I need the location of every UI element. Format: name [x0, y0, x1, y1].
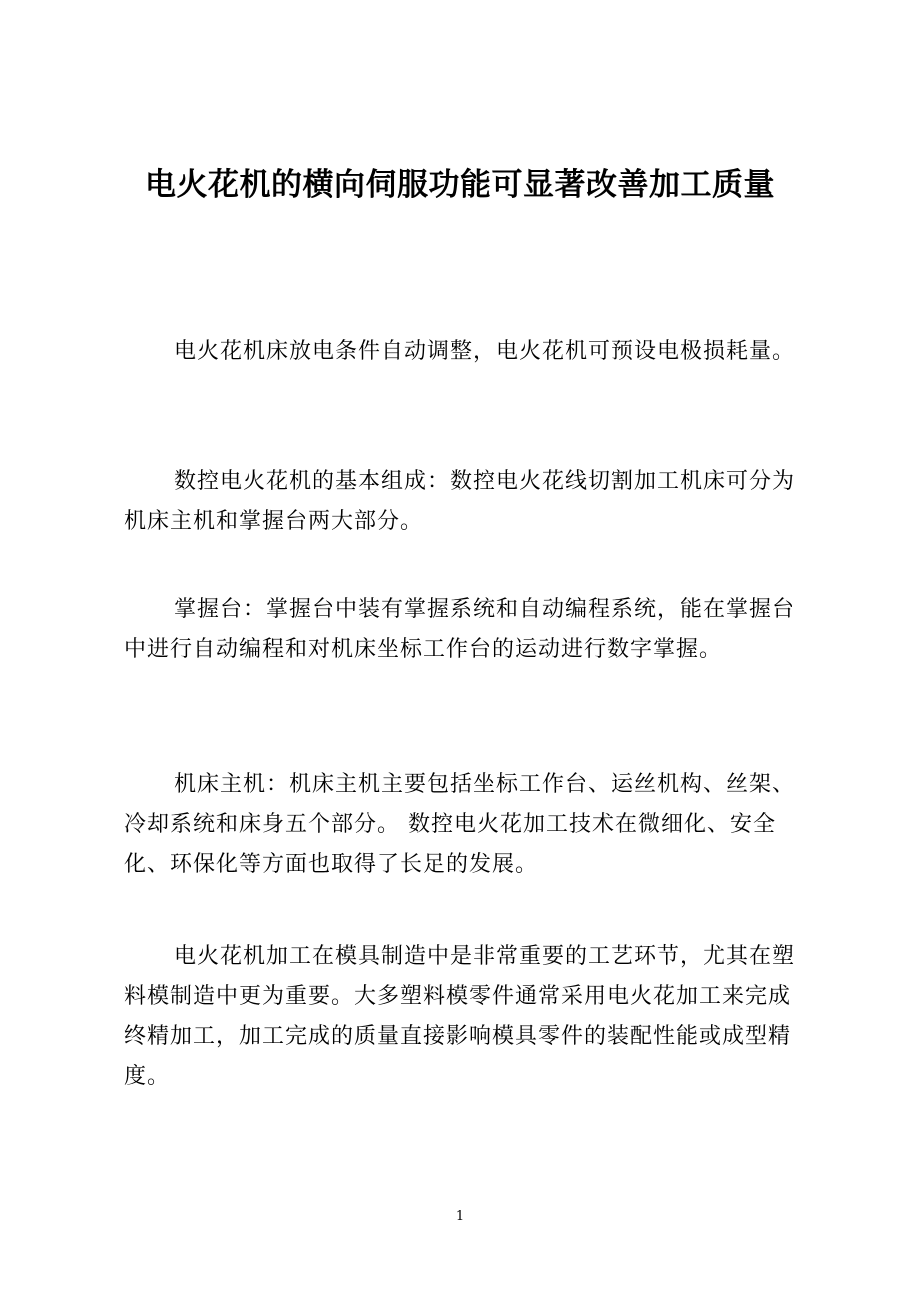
document-title: 电火花机的横向伺服功能可显著改善加工质量 — [145, 167, 775, 203]
paragraph-2: 数控电火花机的基本组成：数控电火花线切割加工机床可分为机床主机和掌握台两大部分。 — [124, 469, 796, 534]
paragraph-1: 电火花机床放电条件自动调整，电火花机可预设电极损耗量。 — [174, 339, 796, 364]
paragraph-4: 机床主机：机床主机主要包括坐标工作台、运丝机构、丝架、冷却系统和床身五个部分。 数控电火花加工技术在微细化、安全化、环保化等方面也取得了长足的发展。 — [124, 772, 796, 877]
page-number: 1 — [455, 1209, 465, 1224]
paragraph-3: 掌握台：掌握台中装有掌握系统和自动编程系统，能在掌握台中进行自动编程和对机床坐标工作台的运动进行数字掌握。 — [124, 597, 796, 662]
paragraph-5: 电火花机加工在模具制造中是非常重要的工艺环节，尤其在塑料模制造中更为重要。大多塑料模零件通常采用电火花加工来完成终精加工，加工完成的质量直接影响模具零件的装配性能或成型精度。 — [124, 944, 796, 1089]
